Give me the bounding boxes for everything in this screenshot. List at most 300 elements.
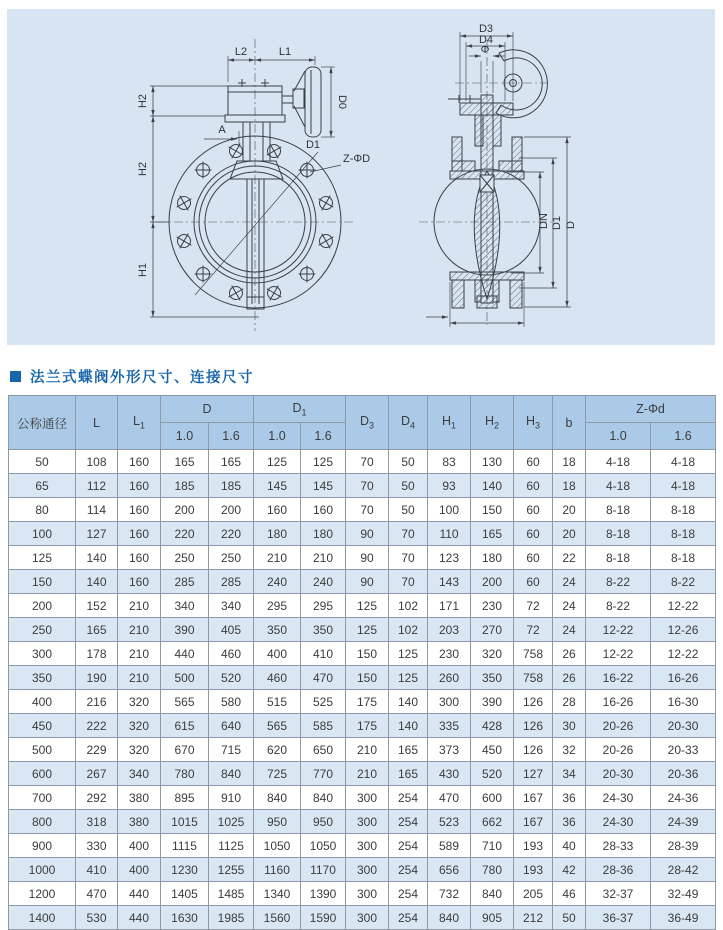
col-header-d: D	[161, 396, 254, 423]
dim-label-d1-front: D1	[305, 139, 321, 151]
table-cell: 515	[254, 690, 301, 714]
dim-label-d4: D4	[478, 34, 494, 46]
table-cell: 28-36	[586, 858, 651, 882]
table-cell: 126	[514, 690, 553, 714]
table-row	[9, 546, 716, 570]
table-cell: 350	[254, 618, 301, 642]
table-cell: 840	[471, 882, 514, 906]
table-cell: 770	[301, 762, 346, 786]
table-cell: 28	[553, 690, 586, 714]
table-cell: 12-22	[586, 618, 651, 642]
dimensions-table	[8, 395, 716, 930]
table-cell: 42	[553, 858, 586, 882]
table-cell: 230	[428, 642, 471, 666]
table-cell: 520	[209, 666, 254, 690]
table-cell: 240	[301, 570, 346, 594]
section-arrow-label: A	[218, 124, 226, 136]
table-cell: 70	[346, 498, 389, 522]
table-row	[9, 522, 716, 546]
table-cell: 20-30	[651, 714, 716, 738]
col-header-zd-pn16: 1.6	[651, 423, 716, 450]
table-cell: 1400	[9, 906, 76, 930]
table-cell: 140	[471, 474, 514, 498]
table-row	[9, 474, 716, 498]
table-cell: 470	[428, 786, 471, 810]
table-row	[9, 786, 716, 810]
table-cell: 125	[389, 666, 428, 690]
table-cell: 83	[428, 450, 471, 474]
table-cell: 16-26	[651, 666, 716, 690]
table-cell: 428	[471, 714, 514, 738]
table-cell: 26	[553, 666, 586, 690]
table-cell: 200	[209, 498, 254, 522]
table-cell: 165	[161, 450, 209, 474]
table-cell: 178	[76, 642, 118, 666]
table-cell: 110	[428, 522, 471, 546]
table-cell: 20-33	[651, 738, 716, 762]
table-cell: 295	[301, 594, 346, 618]
table-cell: 210	[118, 594, 161, 618]
table-cell: 260	[428, 666, 471, 690]
table-cell: 300	[346, 834, 389, 858]
dim-label-d0: D0	[336, 94, 348, 110]
table-cell: 270	[471, 618, 514, 642]
table-cell: 525	[301, 690, 346, 714]
section-heading	[10, 365, 254, 387]
table-cell: 126	[514, 714, 553, 738]
table-cell: 8-18	[586, 522, 651, 546]
front-view-drawing	[157, 39, 355, 331]
table-cell: 285	[161, 570, 209, 594]
table-cell: 800	[9, 810, 76, 834]
table-cell: 1115	[161, 834, 209, 858]
table-cell: 212	[514, 906, 553, 930]
table-cell: 640	[209, 714, 254, 738]
table-cell: 400	[254, 642, 301, 666]
col-header-d3: $D_3$	[346, 396, 389, 450]
table-cell: 70	[346, 474, 389, 498]
table-cell: 165	[76, 618, 118, 642]
table-cell: 840	[254, 786, 301, 810]
table-cell: 90	[346, 522, 389, 546]
dim-label-d: D	[565, 221, 577, 229]
table-cell: 36-37	[586, 906, 651, 930]
table-cell: 24-39	[651, 810, 716, 834]
table-cell: 229	[76, 738, 118, 762]
table-cell: 24-30	[586, 786, 651, 810]
table-cell: 400	[118, 858, 161, 882]
table-cell: 20-30	[586, 762, 651, 786]
table-cell: 254	[389, 906, 428, 930]
col-header-l1: $L_1$	[118, 396, 161, 450]
table-cell: 254	[389, 858, 428, 882]
table-cell: 24-36	[651, 786, 716, 810]
table-cell: 160	[118, 522, 161, 546]
table-cell: 725	[254, 762, 301, 786]
table-cell: 254	[389, 882, 428, 906]
table-cell: 60	[514, 498, 553, 522]
table-cell: 1630	[161, 906, 209, 930]
table-cell: 125	[346, 594, 389, 618]
table-cell: 350	[471, 666, 514, 690]
table-cell: 440	[161, 642, 209, 666]
table-cell: 240	[254, 570, 301, 594]
table-cell: 180	[301, 522, 346, 546]
table-cell: 36-49	[651, 906, 716, 930]
table-cell: 670	[161, 738, 209, 762]
table-cell: 60	[514, 450, 553, 474]
table-row	[9, 834, 716, 858]
table-cell: 905	[471, 906, 514, 930]
table-cell: 150	[346, 642, 389, 666]
table-row	[9, 498, 716, 522]
table-cell: 18	[553, 450, 586, 474]
table-cell: 300	[346, 810, 389, 834]
table-cell: 840	[209, 762, 254, 786]
table-cell: 185	[209, 474, 254, 498]
table-cell: 1485	[209, 882, 254, 906]
col-header-d-pn10: 1.0	[161, 423, 209, 450]
table-cell: 8-18	[651, 522, 716, 546]
table-cell: 615	[161, 714, 209, 738]
table-cell: 254	[389, 810, 428, 834]
table-row	[9, 882, 716, 906]
table-cell: 60	[514, 474, 553, 498]
table-cell: 285	[209, 570, 254, 594]
table-cell: 60	[514, 522, 553, 546]
table-cell: 127	[76, 522, 118, 546]
table-cell: 4-18	[651, 450, 716, 474]
table-cell: 32	[553, 738, 586, 762]
dim-label-dn: DN	[538, 213, 550, 229]
table-cell: 910	[209, 786, 254, 810]
table-cell: 600	[471, 786, 514, 810]
table-cell: 150	[9, 570, 76, 594]
table-cell: 193	[514, 834, 553, 858]
table-cell: 1000	[9, 858, 76, 882]
table-cell: 1230	[161, 858, 209, 882]
table-cell: 34	[553, 762, 586, 786]
table-cell: 100	[428, 498, 471, 522]
table-cell: 24	[553, 570, 586, 594]
table-cell: 16-30	[651, 690, 716, 714]
table-cell: 210	[346, 738, 389, 762]
table-cell: 175	[346, 690, 389, 714]
table-cell: 60	[514, 546, 553, 570]
table-row	[9, 810, 716, 834]
table-cell: 152	[76, 594, 118, 618]
table-cell: 589	[428, 834, 471, 858]
section-bullet-icon	[10, 371, 21, 382]
table-cell: 1160	[254, 858, 301, 882]
table-cell: 267	[76, 762, 118, 786]
table-cell: 171	[428, 594, 471, 618]
table-cell: 400	[9, 690, 76, 714]
dim-label-l1: L1	[278, 46, 292, 58]
dim-label-phi: Φ	[480, 44, 490, 56]
table-cell: 565	[161, 690, 209, 714]
col-header-d1: $D_1$	[254, 396, 346, 423]
table-cell: 350	[301, 618, 346, 642]
table-cell: 300	[9, 642, 76, 666]
table-cell: 410	[76, 858, 118, 882]
table-cell: 8-18	[586, 546, 651, 570]
table-cell: 93	[428, 474, 471, 498]
table-cell: 203	[428, 618, 471, 642]
table-cell: 900	[9, 834, 76, 858]
table-cell: 390	[161, 618, 209, 642]
table-cell: 150	[471, 498, 514, 522]
table-cell: 1025	[209, 810, 254, 834]
table-cell: 295	[254, 594, 301, 618]
table-cell: 330	[76, 834, 118, 858]
table-cell: 320	[118, 738, 161, 762]
table-header	[9, 396, 716, 450]
table-cell: 254	[389, 786, 428, 810]
table-cell: 222	[76, 714, 118, 738]
table-cell: 28-33	[586, 834, 651, 858]
table-cell: 758	[514, 642, 553, 666]
table-cell: 523	[428, 810, 471, 834]
table-cell: 470	[76, 882, 118, 906]
table-cell: 20	[553, 498, 586, 522]
table-cell: 565	[254, 714, 301, 738]
table-cell: 167	[514, 810, 553, 834]
table-cell: 160	[118, 450, 161, 474]
table-cell: 210	[254, 546, 301, 570]
table-cell: 20-26	[586, 714, 651, 738]
table-cell: 700	[9, 786, 76, 810]
table-cell: 373	[428, 738, 471, 762]
table-cell: 28-39	[651, 834, 716, 858]
table-cell: 530	[76, 906, 118, 930]
table-cell: 895	[161, 786, 209, 810]
table-cell: 210	[346, 762, 389, 786]
table-cell: 580	[209, 690, 254, 714]
table-cell: 350	[9, 666, 76, 690]
table-cell: 160	[118, 570, 161, 594]
col-header-d1-pn16: 1.6	[301, 423, 346, 450]
table-cell: 12-22	[586, 642, 651, 666]
table-cell: 160	[118, 474, 161, 498]
dim-label-d3: D3	[478, 23, 494, 35]
table-row	[9, 690, 716, 714]
table-cell: 65	[9, 474, 76, 498]
table-cell: 210	[118, 618, 161, 642]
table-cell: 450	[471, 738, 514, 762]
table-cell: 4-18	[586, 474, 651, 498]
table-cell: 216	[76, 690, 118, 714]
table-cell: 210	[118, 642, 161, 666]
table-cell: 72	[514, 594, 553, 618]
table-cell: 620	[254, 738, 301, 762]
table-cell: 80	[9, 498, 76, 522]
table-cell: 160	[118, 498, 161, 522]
table-row	[9, 450, 716, 474]
table-cell: 600	[9, 762, 76, 786]
table-cell: 1050	[301, 834, 346, 858]
table-cell: 1015	[161, 810, 209, 834]
table-cell: 16-26	[586, 690, 651, 714]
table-cell: 1390	[301, 882, 346, 906]
table-cell: 20-26	[586, 738, 651, 762]
table-cell: 250	[161, 546, 209, 570]
table-cell: 112	[76, 474, 118, 498]
table-cell: 950	[254, 810, 301, 834]
table-cell: 46	[553, 882, 586, 906]
table-cell: 70	[389, 522, 428, 546]
table-cell: 430	[428, 762, 471, 786]
table-cell: 400	[118, 834, 161, 858]
table-cell: 585	[301, 714, 346, 738]
table-cell: 4-18	[651, 474, 716, 498]
table-cell: 1050	[254, 834, 301, 858]
table-cell: 8-18	[651, 546, 716, 570]
table-row	[9, 594, 716, 618]
table-cell: 50	[389, 474, 428, 498]
table-cell: 210	[118, 666, 161, 690]
table-cell: 460	[254, 666, 301, 690]
table-cell: 50	[389, 450, 428, 474]
table-cell: 140	[389, 714, 428, 738]
table-cell: 200	[161, 498, 209, 522]
table-cell: 254	[389, 834, 428, 858]
table-cell: 340	[161, 594, 209, 618]
col-header-h3: $H_3$	[514, 396, 553, 450]
table-cell: 380	[118, 786, 161, 810]
table-cell: 90	[346, 546, 389, 570]
table-cell: 410	[301, 642, 346, 666]
table-cell: 175	[346, 714, 389, 738]
table-cell: 30	[553, 714, 586, 738]
table-row	[9, 570, 716, 594]
table-cell: 160	[301, 498, 346, 522]
table-cell: 732	[428, 882, 471, 906]
table-cell: 300	[346, 858, 389, 882]
table-cell: 8-22	[586, 570, 651, 594]
table-cell: 656	[428, 858, 471, 882]
table-row	[9, 714, 716, 738]
table-cell: 20	[553, 522, 586, 546]
table-cell: 50	[553, 906, 586, 930]
dim-label-l2: L2	[234, 46, 248, 58]
table-cell: 520	[471, 762, 514, 786]
table-cell: 70	[389, 570, 428, 594]
table-cell: 380	[118, 810, 161, 834]
table-cell: 1405	[161, 882, 209, 906]
table-cell: 220	[161, 522, 209, 546]
table-cell: 1170	[301, 858, 346, 882]
table-cell: 36	[553, 810, 586, 834]
table-cell: 1125	[209, 834, 254, 858]
col-header-h1: $H_1$	[428, 396, 471, 450]
table-cell: 140	[76, 546, 118, 570]
table-cell: 70	[346, 450, 389, 474]
table-cell: 12-22	[651, 594, 716, 618]
table-cell: 200	[9, 594, 76, 618]
table-cell: 318	[76, 810, 118, 834]
table-cell: 320	[118, 690, 161, 714]
col-header-zd-pn10: 1.0	[586, 423, 651, 450]
section-title: 法兰式蝶阀外形尺寸、连接尺寸	[30, 369, 254, 386]
table-row	[9, 906, 716, 930]
dim-label-h1: H1	[137, 262, 149, 278]
dim-label-z-phid: Z-ΦD	[343, 153, 371, 165]
table-cell: 50	[9, 450, 76, 474]
table-cell: 102	[389, 594, 428, 618]
table-cell: 20-36	[651, 762, 716, 786]
table-cell: 780	[161, 762, 209, 786]
table-cell: 440	[118, 906, 161, 930]
table-cell: 840	[428, 906, 471, 930]
dim-label-h2-lower: H2	[137, 161, 149, 177]
table-cell: 125	[254, 450, 301, 474]
table-cell: 100	[9, 522, 76, 546]
col-header-nominal: 公称通径	[9, 396, 76, 450]
table-cell: 840	[301, 786, 346, 810]
table-cell: 950	[301, 810, 346, 834]
col-header-zd: Z-Φd	[586, 396, 716, 423]
table-cell: 130	[471, 450, 514, 474]
table-cell: 26	[553, 642, 586, 666]
table-cell: 1200	[9, 882, 76, 906]
table-cell: 650	[301, 738, 346, 762]
table-row	[9, 858, 716, 882]
table-cell: 24	[553, 618, 586, 642]
table-cell: 460	[209, 642, 254, 666]
table-cell: 500	[9, 738, 76, 762]
col-header-d-pn16: 1.6	[209, 423, 254, 450]
table-cell: 140	[389, 690, 428, 714]
table-cell: 143	[428, 570, 471, 594]
table-cell: 710	[471, 834, 514, 858]
col-header-l: L	[76, 396, 118, 450]
table-row	[9, 738, 716, 762]
table-cell: 126	[514, 738, 553, 762]
table-cell: 230	[471, 594, 514, 618]
table-cell: 300	[346, 882, 389, 906]
table-cell: 125	[9, 546, 76, 570]
table-cell: 8-22	[651, 570, 716, 594]
table-cell: 1985	[209, 906, 254, 930]
table-cell: 8-22	[586, 594, 651, 618]
table-cell: 390	[471, 690, 514, 714]
table-cell: 150	[346, 666, 389, 690]
table-cell: 250	[9, 618, 76, 642]
table-cell: 167	[514, 786, 553, 810]
table-cell: 32-37	[586, 882, 651, 906]
table-cell: 125	[346, 618, 389, 642]
table-cell: 114	[76, 498, 118, 522]
table-cell: 500	[161, 666, 209, 690]
table-cell: 145	[254, 474, 301, 498]
table-cell: 470	[301, 666, 346, 690]
table-cell: 8-18	[651, 498, 716, 522]
col-header-b: b	[553, 396, 586, 450]
table-cell: 205	[514, 882, 553, 906]
table-cell: 320	[118, 714, 161, 738]
table-cell: 165	[209, 450, 254, 474]
col-header-h2: $H_2$	[471, 396, 514, 450]
table-cell: 180	[254, 522, 301, 546]
table-cell: 160	[254, 498, 301, 522]
front-view-dimensions	[137, 46, 370, 317]
table-cell: 160	[118, 546, 161, 570]
table-cell: 123	[428, 546, 471, 570]
table-cell: 36	[553, 786, 586, 810]
dim-label-h2-upper: H2	[137, 93, 149, 109]
table-cell: 22	[553, 546, 586, 570]
